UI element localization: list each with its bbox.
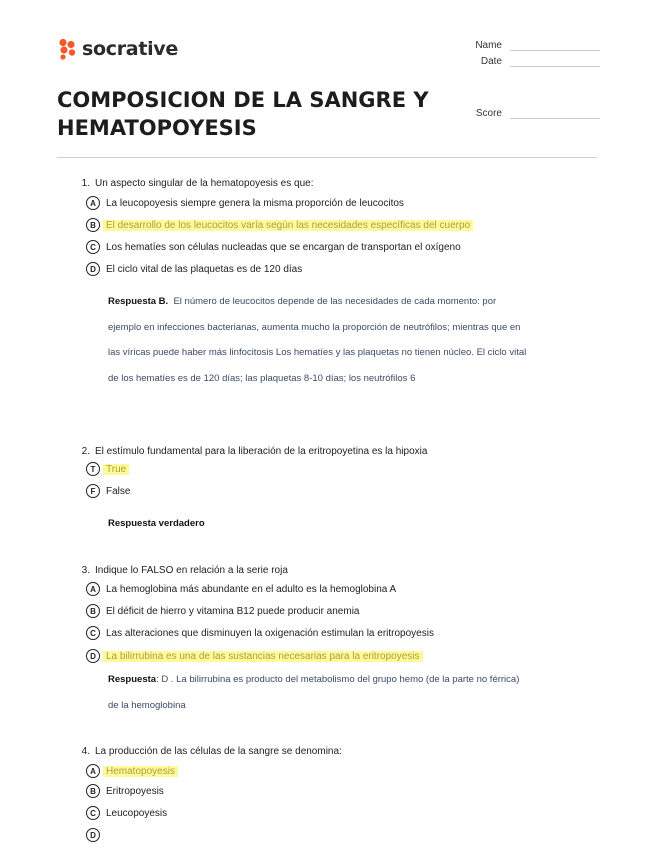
question-text: El estímulo fundamental para la liberación de la eritropoyetina es la hipoxia [95,446,428,457]
option-1a[interactable] [86,195,404,211]
option-letter-badge: C [86,806,100,820]
option-letter-badge: C [86,240,100,254]
option-4d[interactable] [86,827,106,843]
option-letter-badge: C [86,626,100,640]
question-number: 3. [81,565,90,576]
question-2 [72,446,427,457]
option-letter-badge: A [86,582,100,596]
name-label: Name [475,40,502,51]
answer-explanation: El número de leucocitos depende de las necesidades de cada momento: por ejemplo en infecciones bacterianas, aumenta mucho la proporción de neutrófilos; mientras que en las víricas puede haber más linfocitosis Los hematíes y las plaquetas no tienen núcleo. El ciclo vital de los hematíes es de 120 días; las plaquetas 8-10 días; los neutrófilos 6 [108,296,527,384]
option-2-true[interactable] [86,461,129,477]
option-4b[interactable] [86,783,164,799]
option-letter-badge: B [86,784,100,798]
option-text: El ciclo vital de las plaquetas es de 120 días [106,263,303,275]
answer-1 [108,289,528,391]
option-letter-badge: A [86,196,100,210]
name-line [510,40,600,51]
option-letter-badge: F [86,484,100,498]
question-text: Indique lo FALSO en relación a la serie roja [95,565,288,576]
answer-3 [108,667,528,718]
option-text-selected: Hematopoyesis [103,766,178,777]
option-1c[interactable] [86,239,461,255]
question-1 [72,178,313,189]
option-2-false[interactable] [86,483,130,499]
question-text: Un aspecto singular de la hematopoyesis es que: [95,178,314,189]
option-3d[interactable] [86,648,423,664]
page-title [57,86,477,142]
option-text-selected: True [103,464,129,475]
option-letter-badge: T [86,462,100,476]
option-3b[interactable] [86,603,359,619]
option-letter-badge: B [86,604,100,618]
answer-label: Respuesta verdadero [108,518,205,529]
option-text: La leucopoyesis siempre genera la misma proporción de leucocitos [106,197,404,209]
title-line-2: HEMATOPOYESIS [57,116,257,140]
option-4c[interactable] [86,805,167,821]
socrative-logo-icon [58,38,78,60]
socrative-logo [58,38,178,60]
question-number: 4. [81,746,90,757]
question-3 [72,565,288,576]
score-line [510,108,600,119]
option-letter-badge: B [86,218,100,232]
answer-2 [108,511,528,537]
answer-explanation: : D . La bilirrubina es producto del metabolismo del grupo hemo (de la parte no férrica) de la hemoglobina [108,674,520,711]
option-letter-badge: D [86,262,100,276]
option-letter-badge: A [86,764,100,778]
date-field [474,56,600,67]
option-text: El déficit de hierro y vitamina B12 puede producir anemia [106,605,360,617]
option-text-selected: La bilirrubina es una de las sustancias necesarias para la eritropoyesis [103,651,423,662]
score-label: Score [475,108,502,119]
option-text: False [106,485,131,497]
option-3c[interactable] [86,625,434,641]
date-label: Date [480,56,502,67]
option-1d[interactable] [86,261,302,277]
date-line [510,56,600,67]
option-letter-badge: D [86,649,100,663]
option-text: La hemoglobina más abundante en el adulto es la hemoglobina A [106,583,397,595]
answer-label: Respuesta [108,674,157,685]
option-3a[interactable] [86,581,396,597]
option-1b[interactable] [86,217,473,233]
option-text: Leucopoyesis [106,807,168,819]
brand-name: socrative [82,38,178,60]
option-text: Los hematíes son células nucleadas que se encargan de transportan el oxígeno [106,241,461,253]
option-4a[interactable] [86,763,178,779]
question-text: La producción de las células de la sangre se denomina: [95,746,342,757]
score-field [474,108,600,119]
question-number: 1. [81,178,90,189]
option-text-selected: El desarrollo de los leucocitos varía según las necesidades específicas del cuerpo [103,220,473,231]
header-divider [57,157,597,158]
option-text: Las alteraciones que disminuyen la oxigenación estimulan la eritropoyesis [106,627,434,639]
question-4 [72,746,342,757]
answer-label: Respuesta B. [108,296,169,307]
name-field [474,40,600,51]
option-letter-badge: D [86,828,100,842]
option-text: Eritropoyesis [106,785,164,797]
title-line-1: COMPOSICION DE LA SANGRE Y [57,88,429,112]
question-number: 2. [81,446,90,457]
